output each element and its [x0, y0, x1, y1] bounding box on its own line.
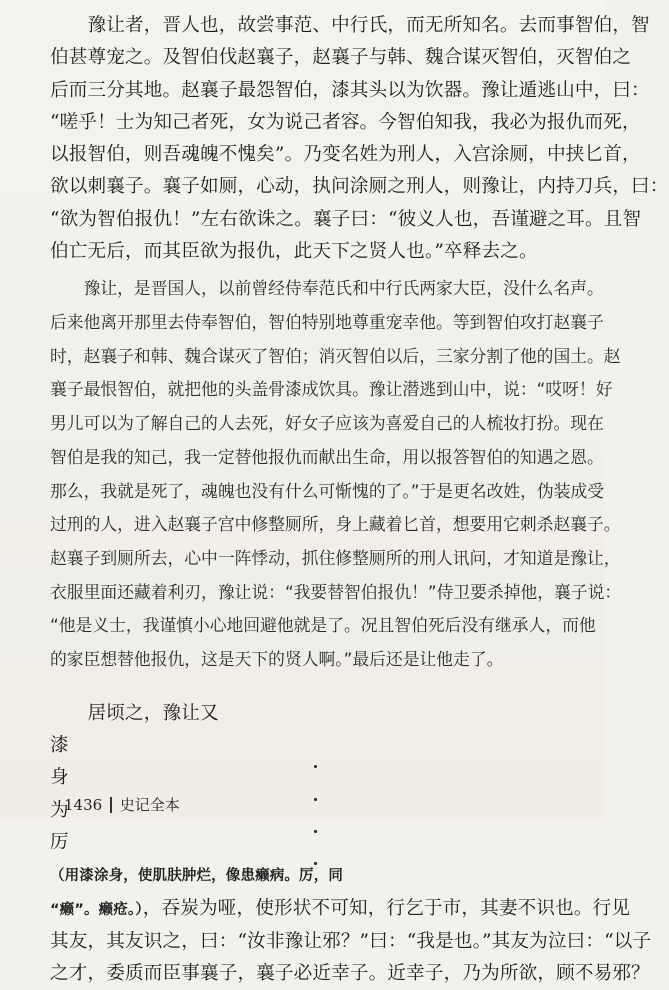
- text-line: “欲为智伯报仇！”左右欲诛之。襄子曰：“彼义人也，吾谨避之耳。且智: [50, 208, 642, 230]
- text-line: 豫让者，晋人也，故尝事范、中行氏，而无所知名。去而事智伯，智: [50, 15, 650, 36]
- text-line: 那么，我就是死了，魂魄也没有什么可惭愧的了。”于是更名改姓，伪装成受: [50, 480, 605, 501]
- text-line: 豫让，是晋国人，以前曾经侍奉范氏和中行氏两家大臣，没什么名声。: [50, 278, 604, 299]
- classical-text-paragraph-1: [50, 10, 669, 268]
- text-line: 后来他离开那里去侍奉智伯，智伯特别地尊重宠幸他。等到智伯攻打赵襄子: [50, 312, 604, 333]
- text-line: 欲以刺襄子。襄子如厕，心动，执问涂厕之刑人，则豫让，内持刀兵，曰：: [50, 176, 669, 198]
- text-line: 男儿可以为了解自己的人去死，好女子应该为喜爱自己的人梳妆打扮。现在: [50, 413, 604, 434]
- text-line: 伯甚尊宠之。及智伯伐赵襄子，赵襄子与韩、魏合谋灭智伯，灭智伯之: [50, 47, 632, 69]
- text-line: 后而三分其地。赵襄子最怨智伯，漆其头以为饮器。豫让遁逃山中，曰：: [50, 79, 650, 101]
- translation-paragraph: [50, 272, 622, 676]
- text-line: 智伯是我的知己，我一定替他报仇而献出生命，用以报答智伯的知遇之恩。: [50, 446, 604, 467]
- emphasis-dot-char: 漆: [50, 730, 581, 762]
- text-line: 赵襄子到厕所去，心中一阵悸动，抓住修整厕所的刑人讯问，才知道是豫让，: [50, 548, 621, 568]
- book-title: 史记全本: [119, 796, 180, 814]
- page-number: 1436: [64, 796, 103, 814]
- text-line: 衣服里面还藏着利刃，豫让说：“我要替智伯报仇！”侍卫要杀掉他，襄子说：: [50, 581, 622, 602]
- text-line: 襄子最恨智伯，就把他的头盖骨漆成饮具。豫让潜逃到山中，说：“哎呀！好: [50, 379, 613, 400]
- text-line: 伯亡无后，而其臣欲为报仇，此天下之贤人也。”卒释去之。: [50, 241, 538, 263]
- classical-text-paragraph-2: [50, 698, 652, 990]
- text-line: “他是义士，我谨慎小心地回避他就是了。况且智伯死后没有继承人，而他: [50, 615, 596, 636]
- annotation-note: （用漆涂身，使肌肤肿烂，像患癞病。厉，同: [50, 868, 343, 885]
- emphasis-dot-char: 厉: [50, 827, 581, 859]
- annotation-note-continued: “癞”。癞疮。）: [50, 901, 143, 918]
- emphasis-dot-char: 为: [50, 795, 581, 827]
- text-line: 以报智伯，则吾魂魄不愧矣”。乃变名姓为刑人，入宫涂厕，中挟匕首，: [50, 144, 641, 166]
- text-line: 之才，委质而臣事襄子，襄子必近幸子。近幸子，乃为所欲，顾不易邪？: [50, 963, 650, 985]
- text-line: “癞”。癞疮。），吞炭为哑，使形状不可知，行乞于市，其妻不识也。行见: [50, 897, 631, 919]
- text-line: 其友，其友识之，曰：“汝非豫让邪？”曰：“我是也。”其友为泣曰：“以子: [50, 930, 652, 952]
- emphasis-dot-char: 身: [50, 762, 581, 794]
- text-line: “嗟乎！士为知己者死，女为说己者容。今智伯知我，我必为报仇而死，: [50, 111, 641, 133]
- text-line: 过刑的人，进入赵襄子宫中修整厕所，身上藏着匕首，想要用它刺杀赵襄子。: [50, 514, 621, 535]
- footer-divider: [110, 797, 112, 813]
- text-line: 居顷之，豫让又 漆 身 为 厉 （用漆涂身，使肌肤肿烂，像患癞病。厉，同: [50, 698, 581, 893]
- page-footer: [64, 794, 180, 815]
- text-line: 的家臣想替他报仇，这是天下的贤人啊。”最后还是让他走了。: [50, 649, 504, 670]
- text-line: 时，赵襄子和韩、魏合谋灭了智伯；消灭智伯以后，三家分割了他的国土。赵: [50, 345, 621, 366]
